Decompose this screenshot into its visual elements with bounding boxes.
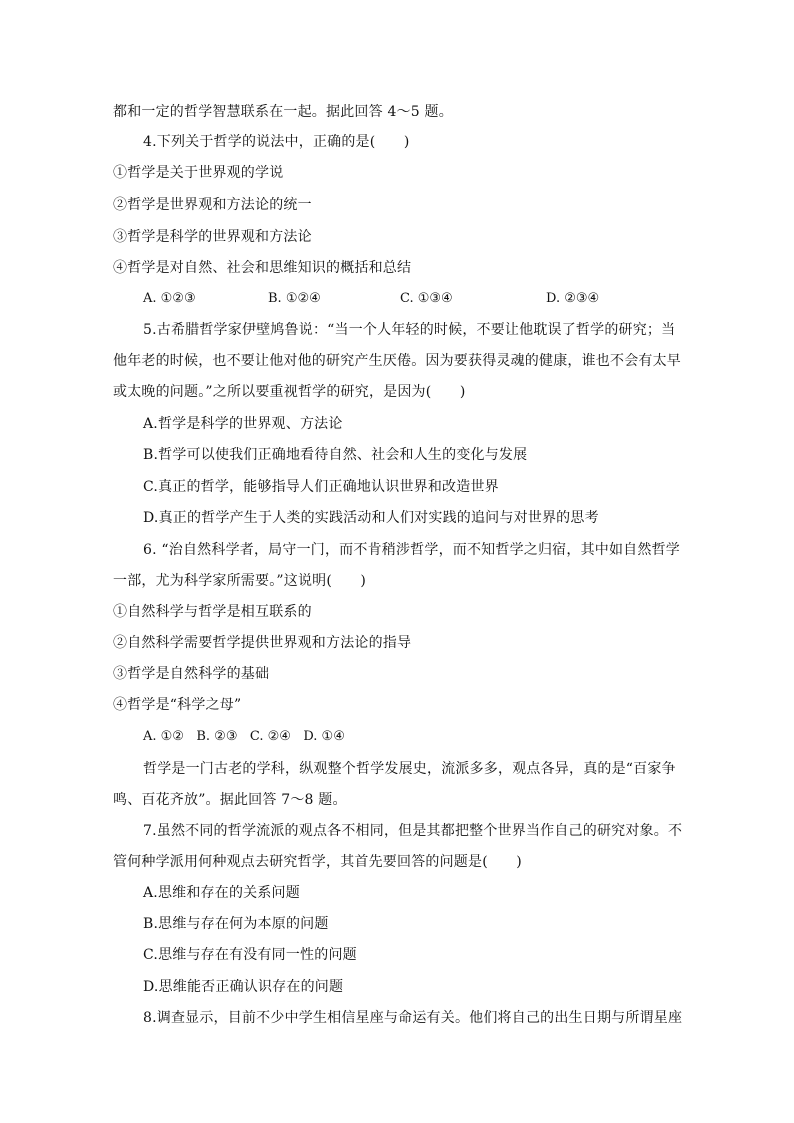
q7-option-d: D.思维能否正确认识存在的问题 xyxy=(143,979,344,995)
q7-stem-line-2: 管何种学派用何种观点去研究哲学，其首先要回答的问题是( ) xyxy=(113,854,522,870)
q4-item-3: ③哲学是科学的世界观和方法论 xyxy=(113,229,312,245)
q4-item-4: ④哲学是对自然、社会和思维知识的概括和总结 xyxy=(113,260,412,276)
q7-option-b: B.思维与存在何为本原的问题 xyxy=(143,916,329,932)
q7-stem-line-1: 7.虽然不同的哲学流派的观点各不相同，但是其都把整个世界当作自己的研究对象。不 xyxy=(143,823,683,839)
q6-stem-line-2: 一部，尤为科学家所需要。”这说明( ) xyxy=(113,573,367,589)
q4-item-2: ②哲学是世界观和方法论的统一 xyxy=(113,197,312,213)
q6-item-4: ④哲学是“科学之母” xyxy=(113,697,242,713)
q6-stem-line-1: 6. “治自然科学者，局守一门，而不肯稍涉哲学，而不知哲学之归宿，其中如自然哲学 xyxy=(143,542,680,558)
q4-stem: 4.下列关于哲学的说法中，正确的是( ) xyxy=(143,134,410,150)
q5-option-a: A.哲学是科学的世界观、方法论 xyxy=(143,416,343,432)
q5-stem-line-2: 他年老的时候，也不要让他对他的研究产生厌倦。因为要获得灵魂的健康，谁也不会有太早 xyxy=(113,353,681,369)
q6-item-2: ②自然科学需要哲学提供世界观和方法论的指导 xyxy=(113,635,412,651)
q6-item-1: ①自然科学与哲学是相互联系的 xyxy=(113,604,312,620)
passage2-line-2: 鸣、百花齐放”。据此回答 7～8 题。 xyxy=(113,792,347,808)
q4-item-1: ①哲学是关于世界观的学说 xyxy=(113,165,284,181)
q5-stem-line-3: 或太晚的问题。”之所以要重视哲学的研究，是因为( ) xyxy=(113,384,466,400)
q7-option-c: C.思维与存在有没有同一性的问题 xyxy=(143,947,357,963)
q8-stem-line-1: 8.调查显示，目前不少中学生相信星座与命运有关。他们将自己的出生日期与所谓星座 xyxy=(143,1010,683,1026)
q5-stem-line-1: 5.古希腊哲学家伊壁鸠鲁说：“当一个人年轻的时候，不要让他耽误了哲学的研究；当 xyxy=(143,322,676,338)
q6-item-3: ③哲学是自然科学的基础 xyxy=(113,666,270,682)
q5-option-c: C.真正的哲学，能够指导人们正确地认识世界和改造世界 xyxy=(143,479,499,495)
q7-option-a: A.思维和存在的关系问题 xyxy=(143,885,300,901)
intro-tail-line: 都和一定的哲学智慧联系在一起。据此回答 4～5 题。 xyxy=(113,104,453,120)
q4-option-d: D. ②③④ xyxy=(546,291,600,306)
q5-option-d: D.真正的哲学产生于人类的实践活动和人们对实践的追问与对世界的思考 xyxy=(143,510,599,526)
passage2-line-1: 哲学是一门古老的学科，纵观整个哲学发展史，流派多多，观点各异，真的是“百家争 xyxy=(143,761,676,777)
q6-options: A. ①② B. ②③ C. ②④ D. ①④ xyxy=(143,729,345,744)
q4-option-b: B. ①②④ xyxy=(268,291,321,306)
q4-option-c: C. ①③④ xyxy=(400,291,453,306)
q5-option-b: B.哲学可以使我们正确地看待自然、社会和人生的变化与发展 xyxy=(143,447,528,463)
q4-option-a: A. ①②③ xyxy=(143,291,196,306)
